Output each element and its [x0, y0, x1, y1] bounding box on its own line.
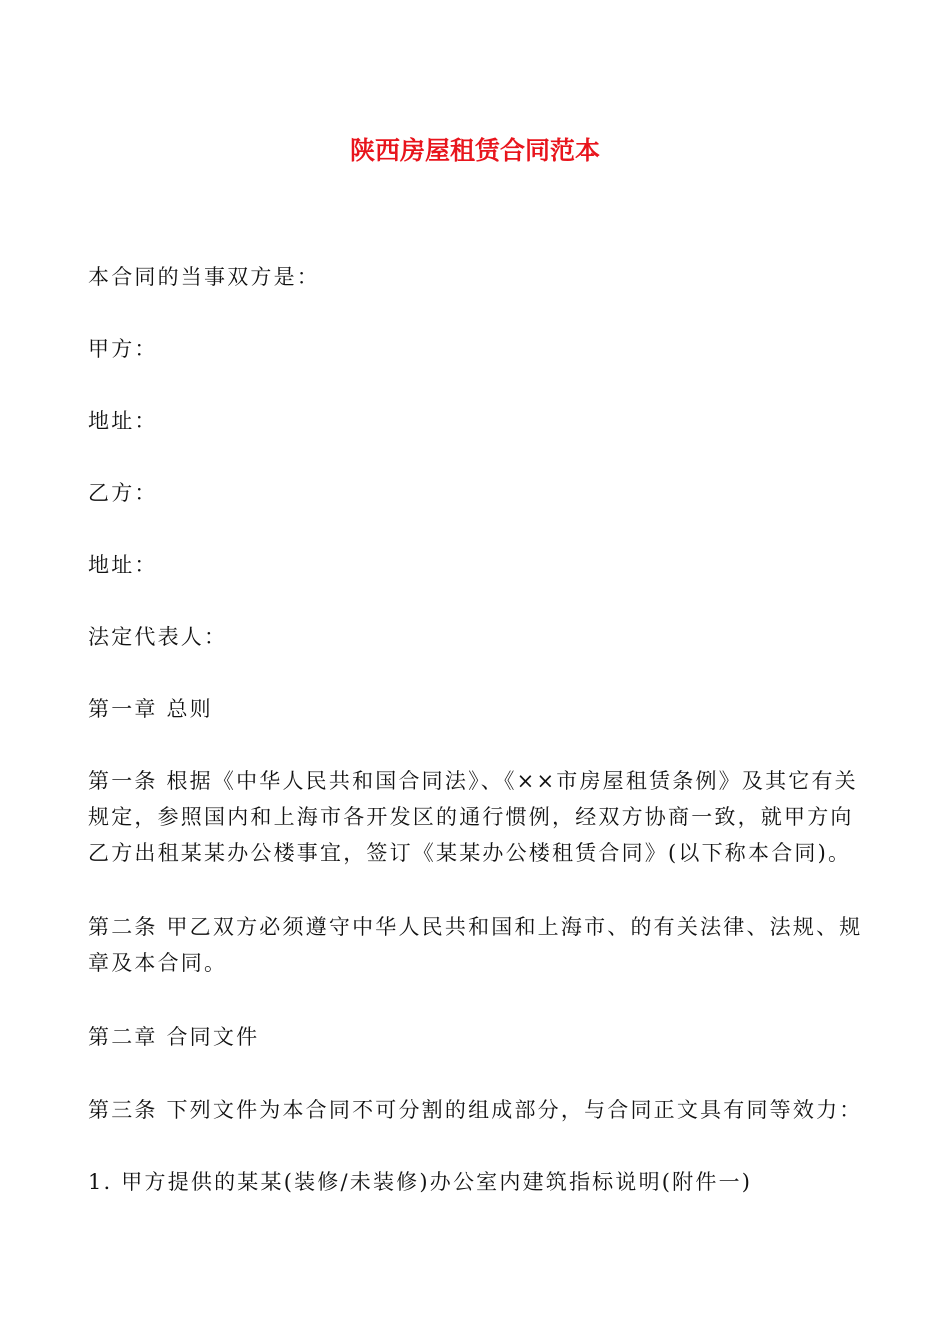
- chapter-heading-1: 第一章 总则: [88, 697, 213, 721]
- paragraph-party-b: 乙方：: [88, 481, 158, 505]
- chapter-heading-2: 第二章 合同文件: [88, 1025, 260, 1049]
- paragraph-party-a-address: 地址：: [88, 409, 158, 433]
- paragraph-party-b-address: 地址：: [88, 553, 158, 577]
- list-item-attachment-1: 1. 甲方提供的某某(装修/未装修)办公室内建筑指标说明(附件一): [88, 1170, 753, 1194]
- paragraph-party-a: 甲方：: [88, 337, 158, 361]
- paragraph-parties-intro: 本合同的当事双方是：: [88, 265, 320, 289]
- document-title: 陕西房屋租赁合同范本: [349, 136, 600, 165]
- article-2: 第二条 甲乙双方必须遵守中华人民共和国和上海市、的有关法律、法规、规章及本合同。: [88, 915, 863, 975]
- paragraph-legal-representative: 法定代表人：: [88, 625, 228, 649]
- article-3: 第三条 下列文件为本合同不可分割的组成部分，与合同正文具有同等效力：: [88, 1098, 863, 1122]
- article-1: 第一条 根据《中华人民共和国合同法》、《××市房屋租赁条例》及其它有关规定，参照国内和上海市各开发区的通行惯例，经双方协商一致，就甲方向乙方出租某某办公楼事宜，签订《某某办公楼租赁合同》(以下称本合同)。: [88, 769, 858, 865]
